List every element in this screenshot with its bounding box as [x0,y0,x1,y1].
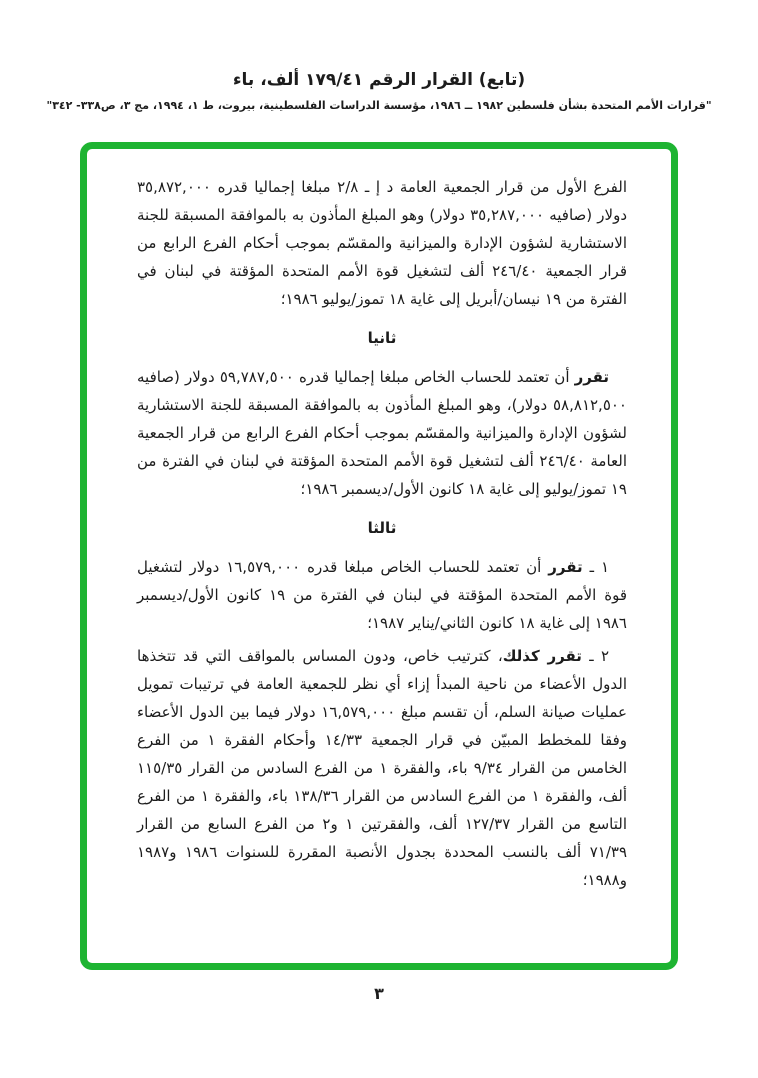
document-frame [80,142,678,970]
body-paragraph [137,363,627,503]
section-heading: ثالثا [367,519,397,537]
source-citation: "قرارات الأمم المتحدة بشأن فلسطين ١٩٨٢ ــ ١٩٨٦، مؤسسة الدراسات الفلسطينية، بيروت، ط ١، ١٩٩٤، مج ٣، ص٣٣٨- ٣٤٢" [46,99,712,112]
text-run: ١ ـ [582,558,609,576]
bold-run: تقرر كذلك [502,647,582,665]
bold-run: تقرر [548,558,583,576]
text-run: ٢ ـ [581,647,609,665]
text-run: أن تعتمد للحساب الخاص مبلغا إجماليا قدره ٥٩,٧٨٧,٥٠٠ دولار (صافيه ٥٨,٨١٢,٥٠٠ دولار)، وهو المبلغ المأذون به بالموافقة المسبقة للجنة الاستشارية لشؤون الإدارة والميزانية والمقسّم بموجب أحكام الفرع الرابع من قرار الجمعية العامة ٢٤٦/٤٠ ألف لتشغيل قوة الأمم المتحدة المؤقتة في لبنان في الفترة من ١٩ تموز/يوليو إلى غاية ١٨ كانون الأول/ديسمبر ١٩٨٦؛ [137,368,628,498]
text-run: الفرع الأول من قرار الجمعية العامة د إ ـ ٢/٨ مبلغا إجماليا قدره ٣٥,٨٧٢,٠٠٠ دولار (صافيه ٣٥,٢٨٧,٠٠٠ دولار) وهو المبلغ المأذون به بالموافقة المسبقة للجنة الاستشارية لشؤون الإدارة والميزانية والمقسّم بموجب أحكام الفرع الرابع من قرار الجمعية ٢٤٦/٤٠ ألف لتشغيل قوة الأمم المتحدة المؤقتة في لبنان في الفترة من ١٩ نيسان/أبريل إلى غاية ١٨ تموز/يوليو ١٩٨٦؛ [137,178,627,308]
document-body [87,149,671,951]
section-heading: ثانيا [367,329,397,347]
bold-run: تقرر [574,368,610,386]
page-number: ٣ [374,984,384,1003]
page-header [0,0,758,112]
page-title: (تابع) القرار الرقم ١٧٩/٤١ ألف، باء [232,70,526,90]
body-paragraph [137,553,627,637]
text-run: أن تعتمد للحساب الخاص مبلغا قدره ١٦,٥٧٩,٠٠٠ دولار لتشغيل قوة الأمم المتحدة المؤقتة في لبنان في الفترة من ١٩ كانون الأول/ديسمبر ١٩٨٦ إلى غاية ١٨ كانون الثاني/يناير ١٩٨٧؛ [137,558,627,632]
body-paragraph [137,173,627,313]
text-run: ، كترتيب خاص، ودون المساس بالمواقف التي قد تتخذها الدول الأعضاء من ناحية المبدأ إزاء أي نظر للجمعية العامة في ترتيبات تمويل عمليات صيانة السلم، أن تقسم مبلغ ١٦,٥٧٩,٠٠٠ دولار فيما بين الدول الأعضاء وفقا للمخطط المبيّن في قرار الجمعية ١٤/٣٣ وأحكام الفقرة ١ من الفرع الخامس من القرار ٩/٣٤ باء، والفقرة ١ من الفرع السادس من القرار ١١٥/٣٥ ألف، والفقرة ١ من الفرع السادس من القرار ١٣٨/٣٦ باء، والفقرة ١ من الفرع التاسع من القرار ١٢٧/٣٧ ألف، والفقرتين ١ و٢ من الفرع السابع من القرار ٧١/٣٩ ألف بالنسب المحددة بجدول الأنصبة المقررة للسنوات ١٩٨٦ و١٩٨٧ و١٩٨٨؛ [137,647,627,889]
body-paragraph [137,642,627,894]
